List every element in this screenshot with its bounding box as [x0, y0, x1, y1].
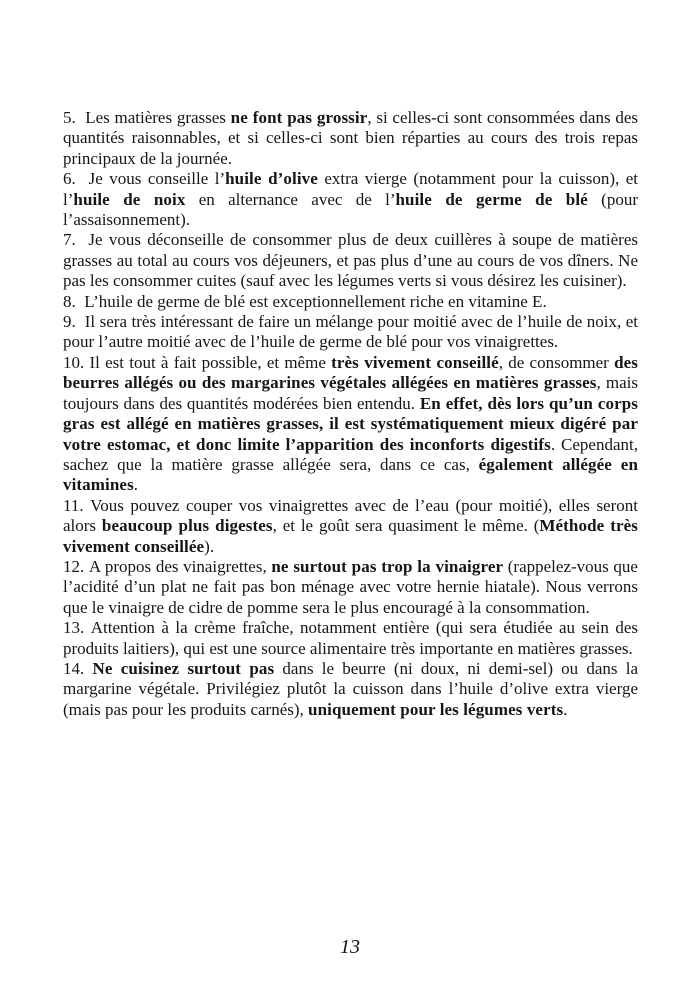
bold-text: huile de germe de blé — [395, 189, 588, 209]
text: . Cependant, sachez que la matière grasse allégée sera, dans ce cas, — [63, 434, 638, 474]
text: , et le goût sera quasiment le même. ( — [272, 516, 540, 536]
paragraph — [63, 169, 638, 230]
text: extra vierge (notamment pour la cuisson), et l’ — [63, 169, 638, 209]
paragraph — [63, 618, 638, 659]
paragraph — [63, 353, 638, 496]
bold-text: huile de noix — [73, 189, 186, 209]
bold-text: des beurres allégés ou des margarines végétales allégées en matières grasses — [63, 352, 639, 393]
bold-text: beaucoup plus digestes — [101, 516, 273, 536]
text: 8. L’huile de germe de blé est exceptionnellement riche en vitamine E. — [63, 291, 547, 311]
bold-text: Ne cuisinez surtout pas — [92, 658, 275, 678]
text: ). — [204, 536, 215, 556]
paragraph — [63, 557, 638, 618]
text: , de consommer — [498, 352, 615, 372]
text: (pour l’assaisonnement). — [63, 189, 638, 230]
text: (rappelez-vous que l’acidité d’un plat ne fait pas bon ménage avec votre hernie hiatale). Nous verrons que le vinaigre de cidre de pomme sera le plus encouragé à la consommation. — [63, 556, 638, 617]
bold-text: ne surtout pas trop la vinaigrer — [271, 556, 504, 576]
text: 10. Il est tout à fait possible, et même — [63, 352, 332, 372]
bold-text: également allégée en vitamines — [63, 454, 639, 495]
text-block — [63, 108, 638, 720]
bold-text: ne font pas grossir — [230, 108, 368, 127]
paragraph — [63, 496, 638, 557]
paragraph — [63, 659, 638, 720]
page-number: 13 — [340, 936, 360, 958]
text: . — [563, 699, 568, 719]
text: 7. Je vous déconseille de consommer plus de deux cuillères à soupe de matières grasses au total au cours vos déjeuners, et pas plus d’une au cours de vos dîners. Ne pas les consommer cuites (sauf avec les légumes verts si vous désirez les cuisiner). — [63, 230, 638, 291]
text: 11. Vous pouvez couper vos vinaigrettes avec de l’eau (pour moitié), elles seront alors — [63, 495, 638, 536]
bold-text: Méthode très vivement conseillée — [63, 516, 638, 556]
paragraph — [63, 108, 638, 169]
bold-text: uniquement pour les légumes verts — [308, 699, 564, 719]
paragraph — [63, 292, 638, 312]
text: 5. Les matières grasses — [63, 108, 231, 127]
paragraph — [63, 230, 638, 291]
text: 6. Je vous conseille l’ — [63, 169, 226, 189]
text: dans le beurre (ni doux, ni demi-sel) ou dans la margarine végétale. Privilégiez plutôt la cuisson dans l’huile d’olive extra vierge (mais pas pour les produits carnés), — [63, 658, 639, 719]
text: , mais toujours dans des quantités modérées bien entendu. — [63, 373, 638, 413]
bold-text: huile d’olive — [225, 169, 318, 189]
text: , si celles-ci sont consommées dans des quantités raisonnables, et si celles-ci sont bien réparties au cours des trois repas principaux de la journée. — [63, 108, 638, 168]
text: 9. Il sera très intéressant de faire un mélange pour moitié avec de l’huile de noix, et pour l’autre moitié avec de l’huile de germe de blé pour vos vinaigrettes. — [63, 312, 638, 352]
bold-text: très vivement conseillé — [331, 352, 499, 372]
text: . — [133, 475, 139, 495]
text: 12. A propos des vinaigrettes, — [63, 556, 272, 576]
text: 14. — [63, 658, 93, 678]
text: en alternance avec de l’ — [185, 189, 396, 209]
paragraph — [63, 312, 638, 353]
text: 13. Attention à la crème fraîche, notamment entière (qui sera étudiée au sein des produits laitiers), qui est une source alimentaire très importante en matières grasses. — [63, 618, 638, 658]
bold-text: En effet, dès lors qu’un corps gras est allégé en matières grasses, il est systématiquement mieux digéré par votre estomac, et donc limite l’apparition des inconforts digestifs — [63, 393, 638, 454]
